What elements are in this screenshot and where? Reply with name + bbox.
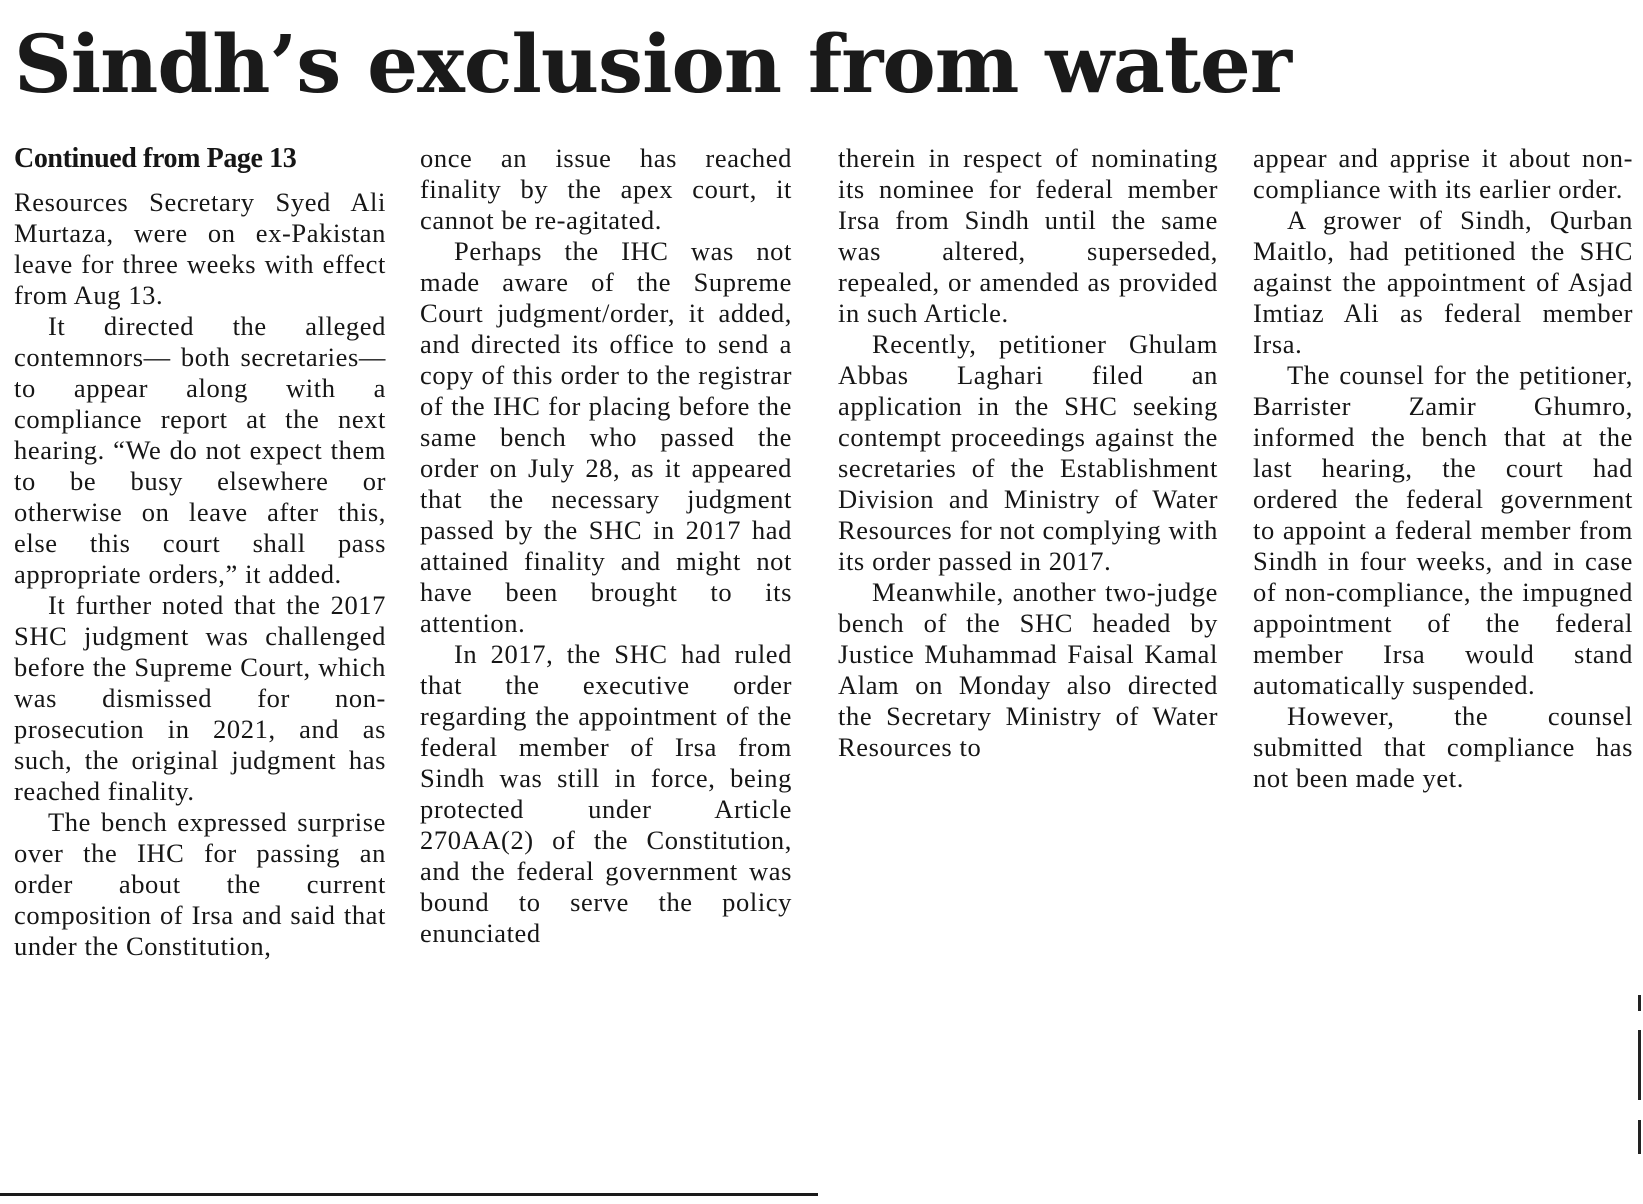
paragraph: Meanwhile, another two-judge bench of the SHC headed by Justice Muhammad Faisal Kamal Alam on Monday also directed the Secretary Ministry of Water Resources to xyxy=(838,577,1218,762)
paragraph: However, the counsel submitted that compliance has not been made yet. xyxy=(1253,701,1633,793)
paragraph: The counsel for the petitioner, Barrister Zamir Ghumro, informed the bench that at the last hearing, the court had ordered the federal government to appoint a federal member from Sindh in four weeks, and in case of non-compliance, the impugned appointment of the federal member Irsa would stand automatically suspended. xyxy=(1253,360,1633,700)
paragraph: once an issue has reached finality by the apex court, it cannot be re-agitated. xyxy=(420,143,792,235)
paragraph: It further noted that the 2017 SHC judgment was challenged before the Supreme Court, which was dismissed for non-prosecution in 2021, and as such, the original judgment has reached finality. xyxy=(14,590,386,806)
paragraph: It directed the alleged contemnors— both secretaries—to appear along with a compliance report at the next hearing. “We do not expect them to be busy elsewhere or otherwise on leave after this, else this court shall pass appropriate orders,” it added. xyxy=(14,311,386,589)
paragraph: Resources Secretary Syed Ali Murtaza, were on ex-Pakistan leave for three weeks with effect from Aug 13. xyxy=(14,187,386,310)
continued-from-label: Continued from Page 13 xyxy=(14,143,297,174)
paragraph: In 2017, the SHC had ruled that the executive order regarding the appointment of the federal member of Irsa from Sindh was still in force, being protected under Article 270AA(2) of the Constitution, and the federal government was bound to serve the policy enunciated xyxy=(420,639,792,948)
scan-edge-mark xyxy=(1638,1030,1641,1100)
article-column-3 xyxy=(838,143,1218,763)
paragraph: appear and apprise it about non-compliance with its earlier order. xyxy=(1253,143,1633,204)
paragraph: therein in respect of nominating its nominee for federal member Irsa from Sindh until the same was altered, superseded, repealed, or amended as provided in such Article. xyxy=(838,143,1218,328)
bottom-rule xyxy=(0,1193,818,1196)
paragraph: The bench expressed surprise over the IHC for passing an order about the current composition of Irsa and said that under the Constitution, xyxy=(14,807,386,961)
article-column-1 xyxy=(14,143,386,962)
headline: Sindh’s exclusion from water xyxy=(14,17,1291,111)
paragraph: A grower of Sindh, Qurban Maitlo, had petitioned the SHC against the appointment of Asjad Imtiaz Ali as federal member Irsa. xyxy=(1253,205,1633,359)
article-column-2 xyxy=(420,143,792,949)
scan-edge-mark xyxy=(1638,995,1641,1011)
paragraph: Recently, petitioner Ghulam Abbas Laghari filed an application in the SHC seeking contempt proceedings against the secretaries of the Establishment Division and Ministry of Water Resources for not complying with its order passed in 2017. xyxy=(838,329,1218,576)
scan-edge-mark xyxy=(1638,1120,1641,1154)
paragraph: Perhaps the IHC was not made aware of the Supreme Court judgment/order, it added, and directed its office to send a copy of this order to the registrar of the IHC for placing before the same bench who passed the order on July 28, as it appeared that the necessary judgment passed by the SHC in 2017 had attained finality and might not have been brought to its attention. xyxy=(420,236,792,638)
article-column-4 xyxy=(1253,143,1633,794)
